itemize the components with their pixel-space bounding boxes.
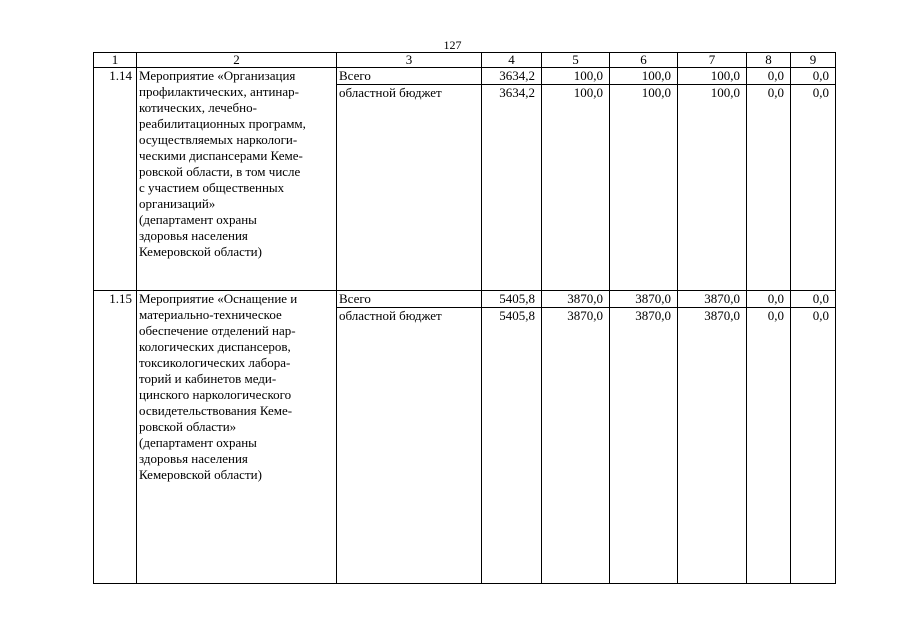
value-col5: 3870,0	[542, 291, 610, 308]
table-row	[94, 291, 836, 308]
value-col7: 100,0	[678, 68, 747, 85]
value-col6: 100,0	[610, 68, 678, 85]
value-col4: 3634,2	[482, 85, 542, 291]
value-col5: 100,0	[542, 85, 610, 291]
source-name: областной бюджет	[337, 85, 482, 291]
header-cell-9: 9	[791, 53, 836, 68]
page-number: 127	[443, 38, 462, 52]
value-col4: 5405,8	[482, 308, 542, 584]
value-col9: 0,0	[791, 308, 836, 584]
header-cell-3: 3	[337, 53, 482, 68]
value-col5: 100,0	[542, 68, 610, 85]
header-cell-6: 6	[610, 53, 678, 68]
source-name: Всего	[337, 68, 482, 85]
value-col7: 100,0	[678, 85, 747, 291]
value-col8: 0,0	[747, 291, 791, 308]
row-description: Мероприятие «Организация профилактических, антинар- котических, лечебно- реабилитационных программ, осуществляемых наркологи- ческими диспансерами Кеме- ровской области, в том числе с участием общественных организаций» (департамент охраны здоровья населения Кемеровской области)	[137, 68, 337, 291]
value-col4: 5405,8	[482, 291, 542, 308]
budget-table	[93, 52, 836, 584]
value-col8: 0,0	[747, 85, 791, 291]
header-cell-2: 2	[137, 53, 337, 68]
value-col6: 3870,0	[610, 291, 678, 308]
row-id: 1.15	[94, 291, 137, 584]
header-cell-1: 1	[94, 53, 137, 68]
value-col9: 0,0	[791, 68, 836, 85]
value-col5: 3870,0	[542, 308, 610, 584]
value-col7: 3870,0	[678, 291, 747, 308]
header-cell-4: 4	[482, 53, 542, 68]
value-col9: 0,0	[791, 291, 836, 308]
source-name: областной бюджет	[337, 308, 482, 584]
source-name: Всего	[337, 291, 482, 308]
value-col8: 0,0	[747, 68, 791, 85]
header-cell-7: 7	[678, 53, 747, 68]
value-col6: 3870,0	[610, 308, 678, 584]
value-col7: 3870,0	[678, 308, 747, 584]
table-row	[94, 68, 836, 85]
row-description: Мероприятие «Оснащение и материально-техническое обеспечение отделений нар- кологических диспансеров, токсикологических лабора- торий и кабинетов меди- цинского наркологического освидетельствования Кеме- ровской области» (департамент охраны здоровья населения Кемеровской области)	[137, 291, 337, 584]
header-cell-8: 8	[747, 53, 791, 68]
header-row	[94, 53, 836, 68]
row-id: 1.14	[94, 68, 137, 291]
value-col8: 0,0	[747, 308, 791, 584]
value-col9: 0,0	[791, 85, 836, 291]
header-cell-5: 5	[542, 53, 610, 68]
value-col4: 3634,2	[482, 68, 542, 85]
value-col6: 100,0	[610, 85, 678, 291]
